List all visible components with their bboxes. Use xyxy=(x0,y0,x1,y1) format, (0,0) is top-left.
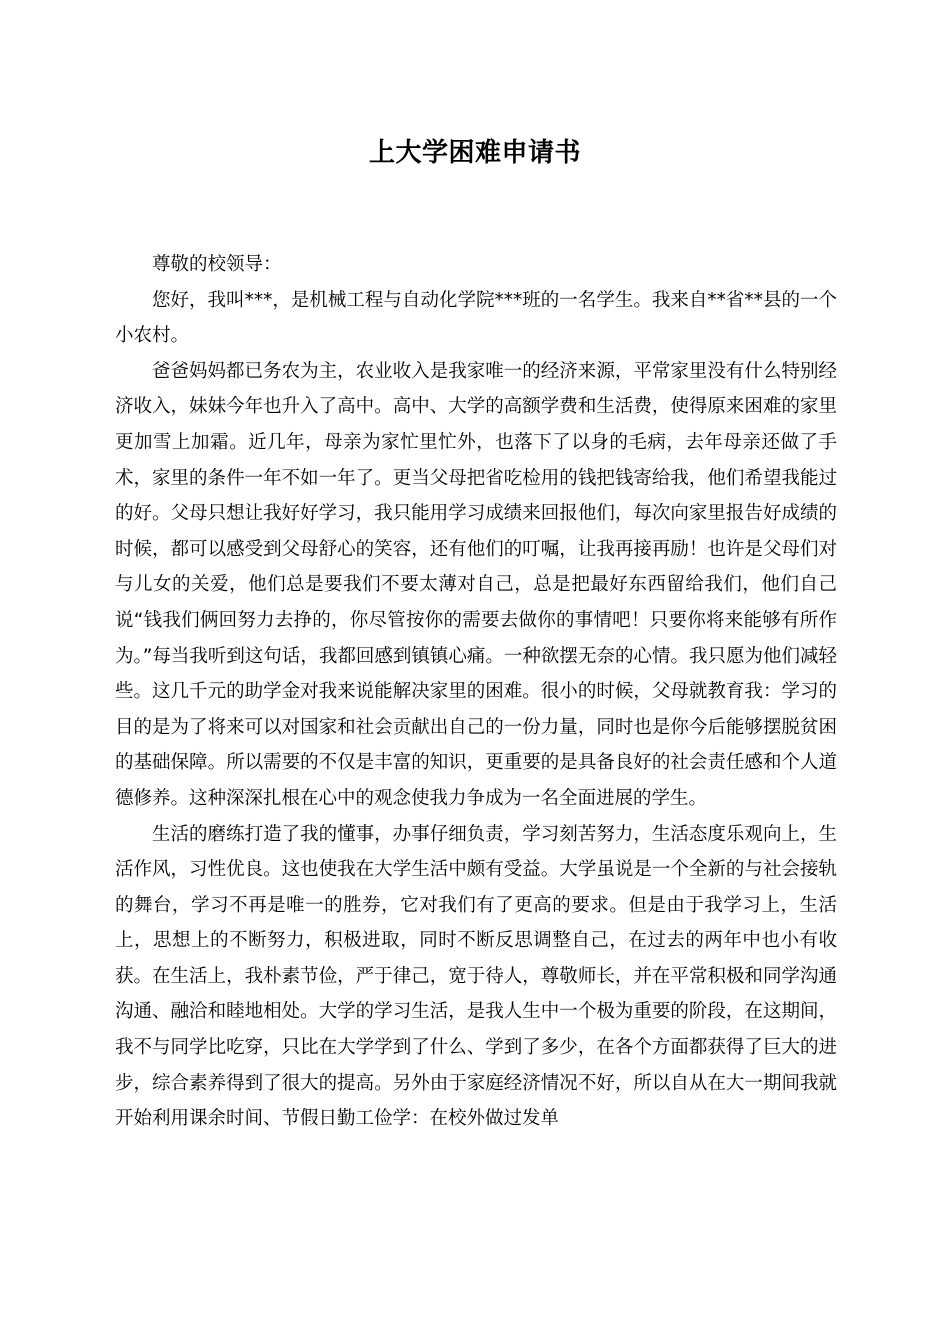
salutation: 尊敬的校领导： xyxy=(152,254,282,275)
paragraph-family: 爸爸妈妈都已务农为主，农业收入是我家唯一的经济来源，平常家里没有什么特别经济收入，妹妹今年也升入了高中。高中、大学的高额学费和生活费，使得原来困难的家里更加雪上加霜。近几年，母亲为家忙里忙外，也落下了以身的毛病，去年母亲还做了手术，家里的条件一年不如一年了。更当父母把省吃检用的钱把钱寄给我，他们希望我能过的好。父母只想让我好好学习，我只能用学习成绩来回报他们，每次向家里报告好成绩的时候，都可以感受到父母舒心的笑容，还有他们的叮嘱，让我再接再励！也许是父母们对与儿女的关爱，他们总是要我们不要太薄对自己，总是把最好东西留给我们，他们自己说“钱我们俩回努力去挣的，你尽管按你的需要去做你的事情吧！只要你将来能够有所作为。”每当我听到这句话，我都回感到镇镇心痛。一种欲摆无奈的心情。我只愿为他们减轻些。这几千元的助学金对我来说能解决家里的困难。很小的时候，父母就教育我：学习的目的是为了将来可以对国家和社会贡献出自己的一份力量，同时也是你今后能够摆脱贫困的基础保障。所以需要的不仅是丰富的知识，更重要的是具备良好的社会责任感和个人道德修养。这种深深扎根在心中的观念使我力争成为一名全面进展的学生。 xyxy=(115,360,837,809)
paragraph-intro: 您好，我叫***，是机械工程与自动化学院***班的一名学生。我来自**省**县的一个小农村。 xyxy=(115,289,837,347)
document-title: 上大学困难申请书 xyxy=(368,138,581,168)
document-body xyxy=(115,247,837,1137)
paragraph-life: 生活的磨练打造了我的懂事，办事仔细负责，学习刻苦努力，生活态度乐观向上，生活作风，习性优良。这也使我在大学生活中颇有受益。大学虽说是一个全新的与社会接轨的舞台，学习不再是唯一的胜券，它对我们有了更高的要求。但是由于我学习上，生活上，思想上的不断努力，积极进取，同时不断反思调整自己，在过去的两年中也小有收获。在生活上，我朴素节俭，严于律己，宽于待人，尊敬师长，并在平常积极和同学沟通沟通、融洽和睦地相处。大学的学习生活，是我人生中一个极为重要的阶段，在这期间，我不与同学比吃穿，只比在大学学到了什么、学到了多少，在各个方面都获得了巨大的进步，综合素养得到了很大的提高。另外由于家庭经济情况不好，所以自从在大一期间我就开始利用课余时间、节假日勤工俭学：在校外做过发单 xyxy=(115,823,837,1130)
